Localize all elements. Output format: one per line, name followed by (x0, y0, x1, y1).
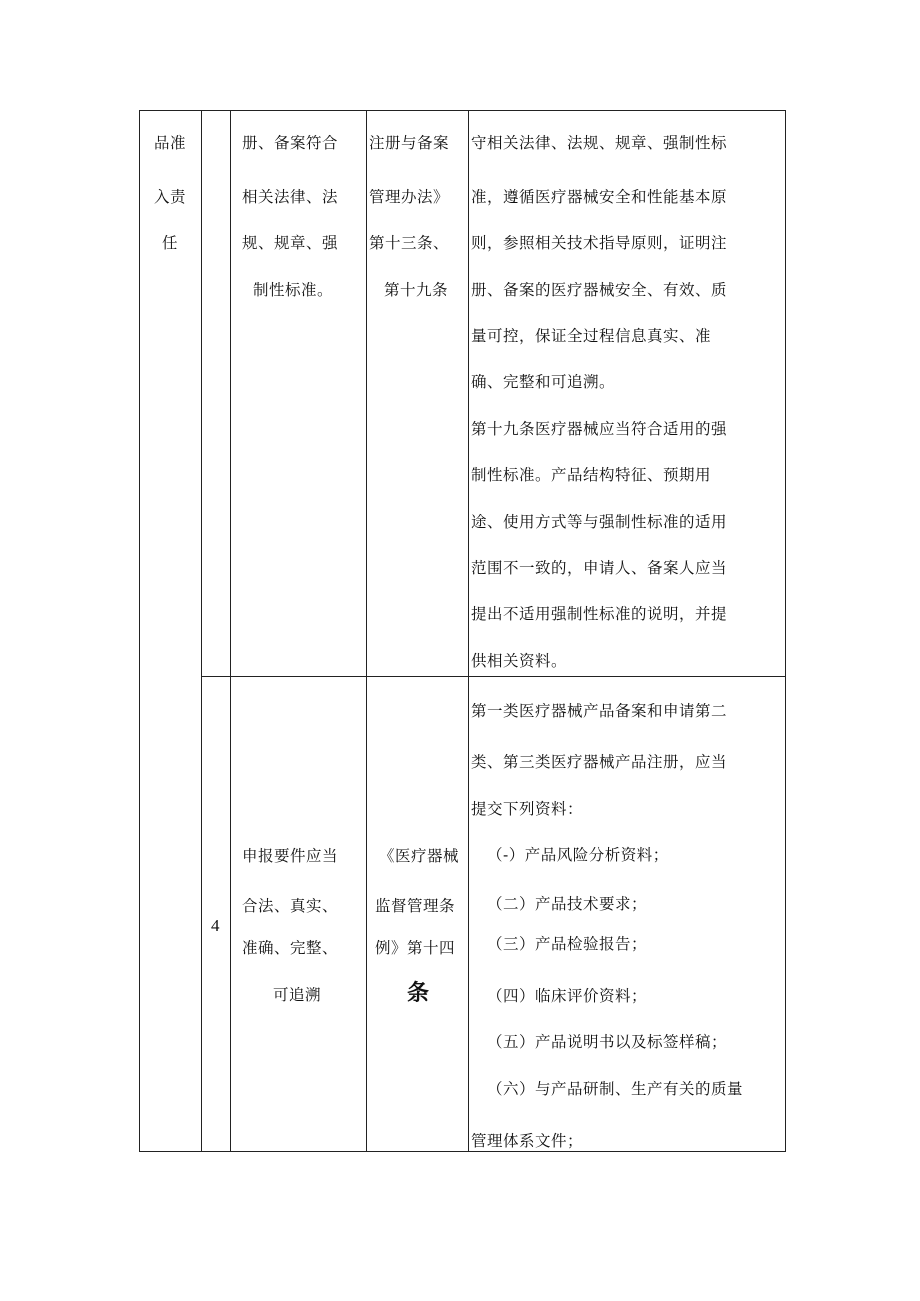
item-line: 合法、真实、 (242, 897, 339, 915)
col-border-4 (366, 110, 367, 1152)
col-border-5 (468, 110, 469, 1152)
item-line: 相关法律、法 (242, 188, 339, 206)
content-line: 制性标准。产品结构特征、预期用 (471, 466, 712, 484)
list-item: （四）临床评价资料； (487, 987, 648, 1005)
item-line: 准确、完整、 (242, 939, 339, 957)
content-line: 途、使用方式等与强制性标准的适用 (471, 513, 728, 531)
list-item: （-）产品风险分析资料； (487, 846, 669, 864)
content-line: 量可控，保证全过程信息真实、准 (471, 327, 712, 345)
col-border-6 (785, 110, 786, 1152)
content-line: 第十九条医疗器械应当符合适用的强 (471, 420, 728, 438)
basis-line: 《医疗器械 (379, 847, 460, 865)
content-line: 管理体系文件； (471, 1132, 584, 1150)
item-line: 可追溯 (273, 986, 322, 1004)
item-line: 规、规章、强 (242, 234, 339, 252)
content-line: 守相关法律、法规、规章、强制性标 (471, 134, 728, 152)
item-line: 申报要件应当 (242, 847, 339, 865)
col-border-3 (230, 110, 231, 1152)
content-line: 准，遵循医疗器械安全和性能基本原 (471, 188, 728, 206)
list-item: （六）与产品研制、生产有关的质量 (487, 1080, 744, 1098)
category-line: 入责 (154, 188, 187, 206)
item-line: 制性标准。 (253, 281, 334, 299)
category-line: 品准 (154, 134, 187, 152)
content-line: 第一类医疗器械产品备案和申请第二 (471, 702, 728, 720)
list-item: （五）产品说明书以及标签样稿； (487, 1033, 728, 1051)
basis-line: 监督管理条 (375, 897, 456, 915)
content-line: 类、第三类医疗器械产品注册，应当 (471, 753, 728, 771)
list-item: （三）产品检验报告； (487, 935, 648, 953)
basis-line: 第十九条 (384, 281, 449, 299)
basis-line: 条 (407, 981, 430, 1006)
category-line: 任 (162, 234, 179, 252)
content-line: 册、备案的医疗器械安全、有效、质 (471, 281, 728, 299)
row-divider (201, 676, 786, 677)
basis-line: 第十三条、 (369, 234, 450, 252)
item-line: 册、备案符合 (242, 134, 339, 152)
basis-line: 注册与备案 (369, 134, 450, 152)
content-line: 则，参照相关技术指导原则，证明注 (471, 234, 728, 252)
content-line: 提出不适用强制性标准的说明，并提 (471, 605, 728, 623)
content-line: 确、完整和可追溯。 (471, 373, 616, 391)
list-item: （二）产品技术要求； (487, 895, 648, 913)
basis-line: 例》第十四 (375, 939, 456, 957)
basis-line: 管理办法》 (369, 188, 450, 206)
content-line: 提交下列资料： (471, 800, 584, 818)
col-border-1 (139, 110, 140, 1152)
row-number: 4 (211, 916, 220, 935)
table-top-border (139, 110, 786, 111)
col-border-2 (201, 110, 202, 1152)
content-line: 供相关资料。 (471, 652, 568, 670)
content-line: 范围不一致的，申请人、备案人应当 (471, 559, 728, 577)
table-bottom-border (139, 1151, 786, 1152)
